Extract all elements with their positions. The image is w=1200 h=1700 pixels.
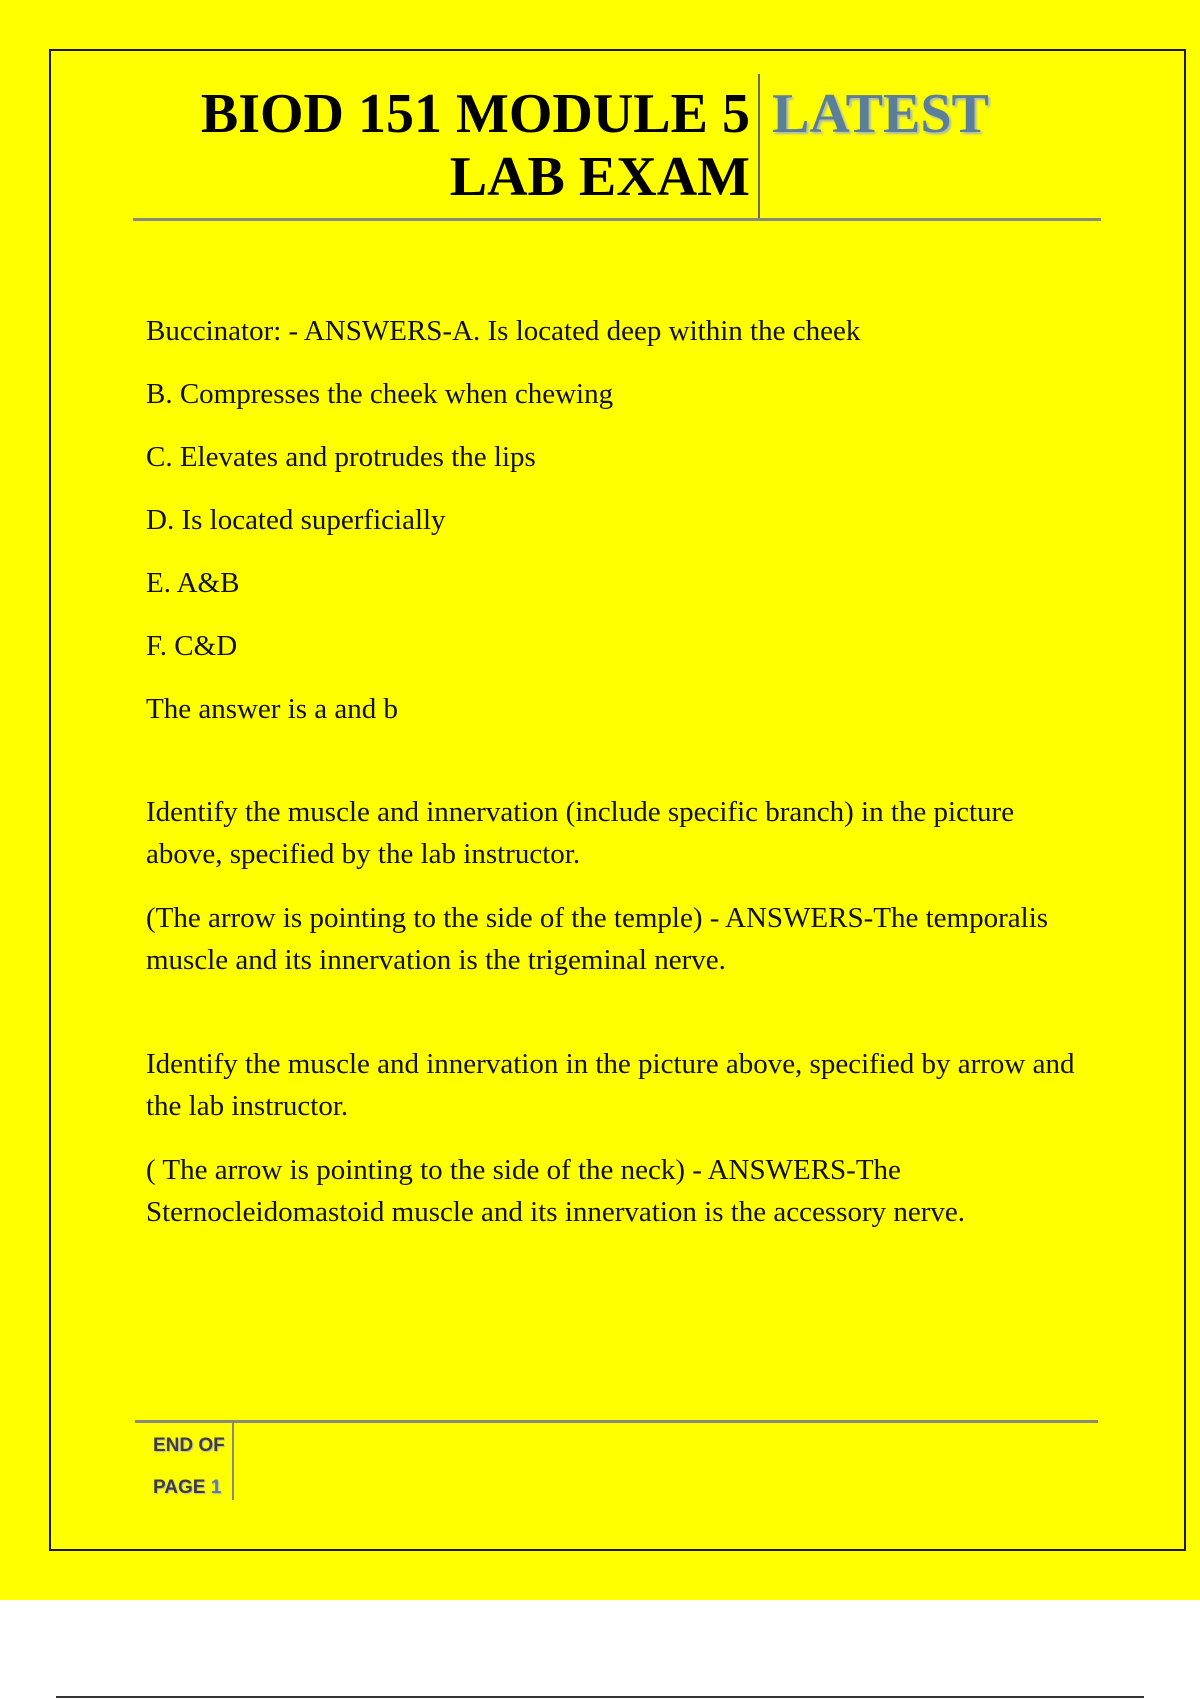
header-rule: [133, 218, 1101, 221]
question-1-answer: The answer is a and b: [146, 693, 399, 725]
footer-page-number: 1: [210, 1477, 222, 1498]
document-body: [146, 310, 1086, 1255]
title-line-1: BIOD 151 MODULE 5: [200, 83, 750, 145]
question-2-answer: (The arrow is pointing to the side of the temple) - ANSWERS-The temporalis muscle and its innervation is the trigeminal nerve.: [146, 902, 1049, 976]
bottom-rule: [56, 1696, 1144, 1698]
question-2: [146, 791, 1086, 981]
question-3: [146, 1043, 1086, 1233]
question-1-line: Buccinator: - ANSWERS-A. Is located deep within the cheek: [146, 315, 861, 347]
question-2-prompt: Identify the muscle and innervation (include specific branch) in the picture above, specified by the lab instructor.: [146, 796, 1015, 870]
spacer: [146, 1003, 1086, 1043]
page-footer: [153, 1425, 233, 1509]
document-title: [201, 83, 750, 209]
title-tag: LATEST: [772, 83, 989, 145]
title-divider: [758, 74, 760, 220]
spacer: [146, 751, 1086, 791]
footer-end-label: END OF: [153, 1435, 225, 1456]
title-line-2: LAB EXAM: [449, 146, 750, 208]
question-1-option: B. Compresses the cheek when chewing: [146, 378, 614, 410]
footer-rule: [135, 1420, 1098, 1423]
footer-page-row: [153, 1467, 233, 1509]
footer-page-label: PAGE: [153, 1477, 206, 1498]
question-1-option: C. Elevates and protrudes the lips: [146, 441, 536, 473]
question-3-prompt: Identify the muscle and innervation in the picture above, specified by arrow and the lab instructor.: [146, 1048, 1075, 1122]
question-1-option: E. A&B: [146, 567, 240, 599]
question-1-option: D. Is located superficially: [146, 504, 446, 536]
question-1-option: F. C&D: [146, 630, 238, 662]
question-1: [146, 310, 1086, 751]
question-3-answer: ( The arrow is pointing to the side of the neck) - ANSWERS-The Sternocleidomastoid muscle and its innervation is the accessory nerve.: [146, 1154, 966, 1228]
